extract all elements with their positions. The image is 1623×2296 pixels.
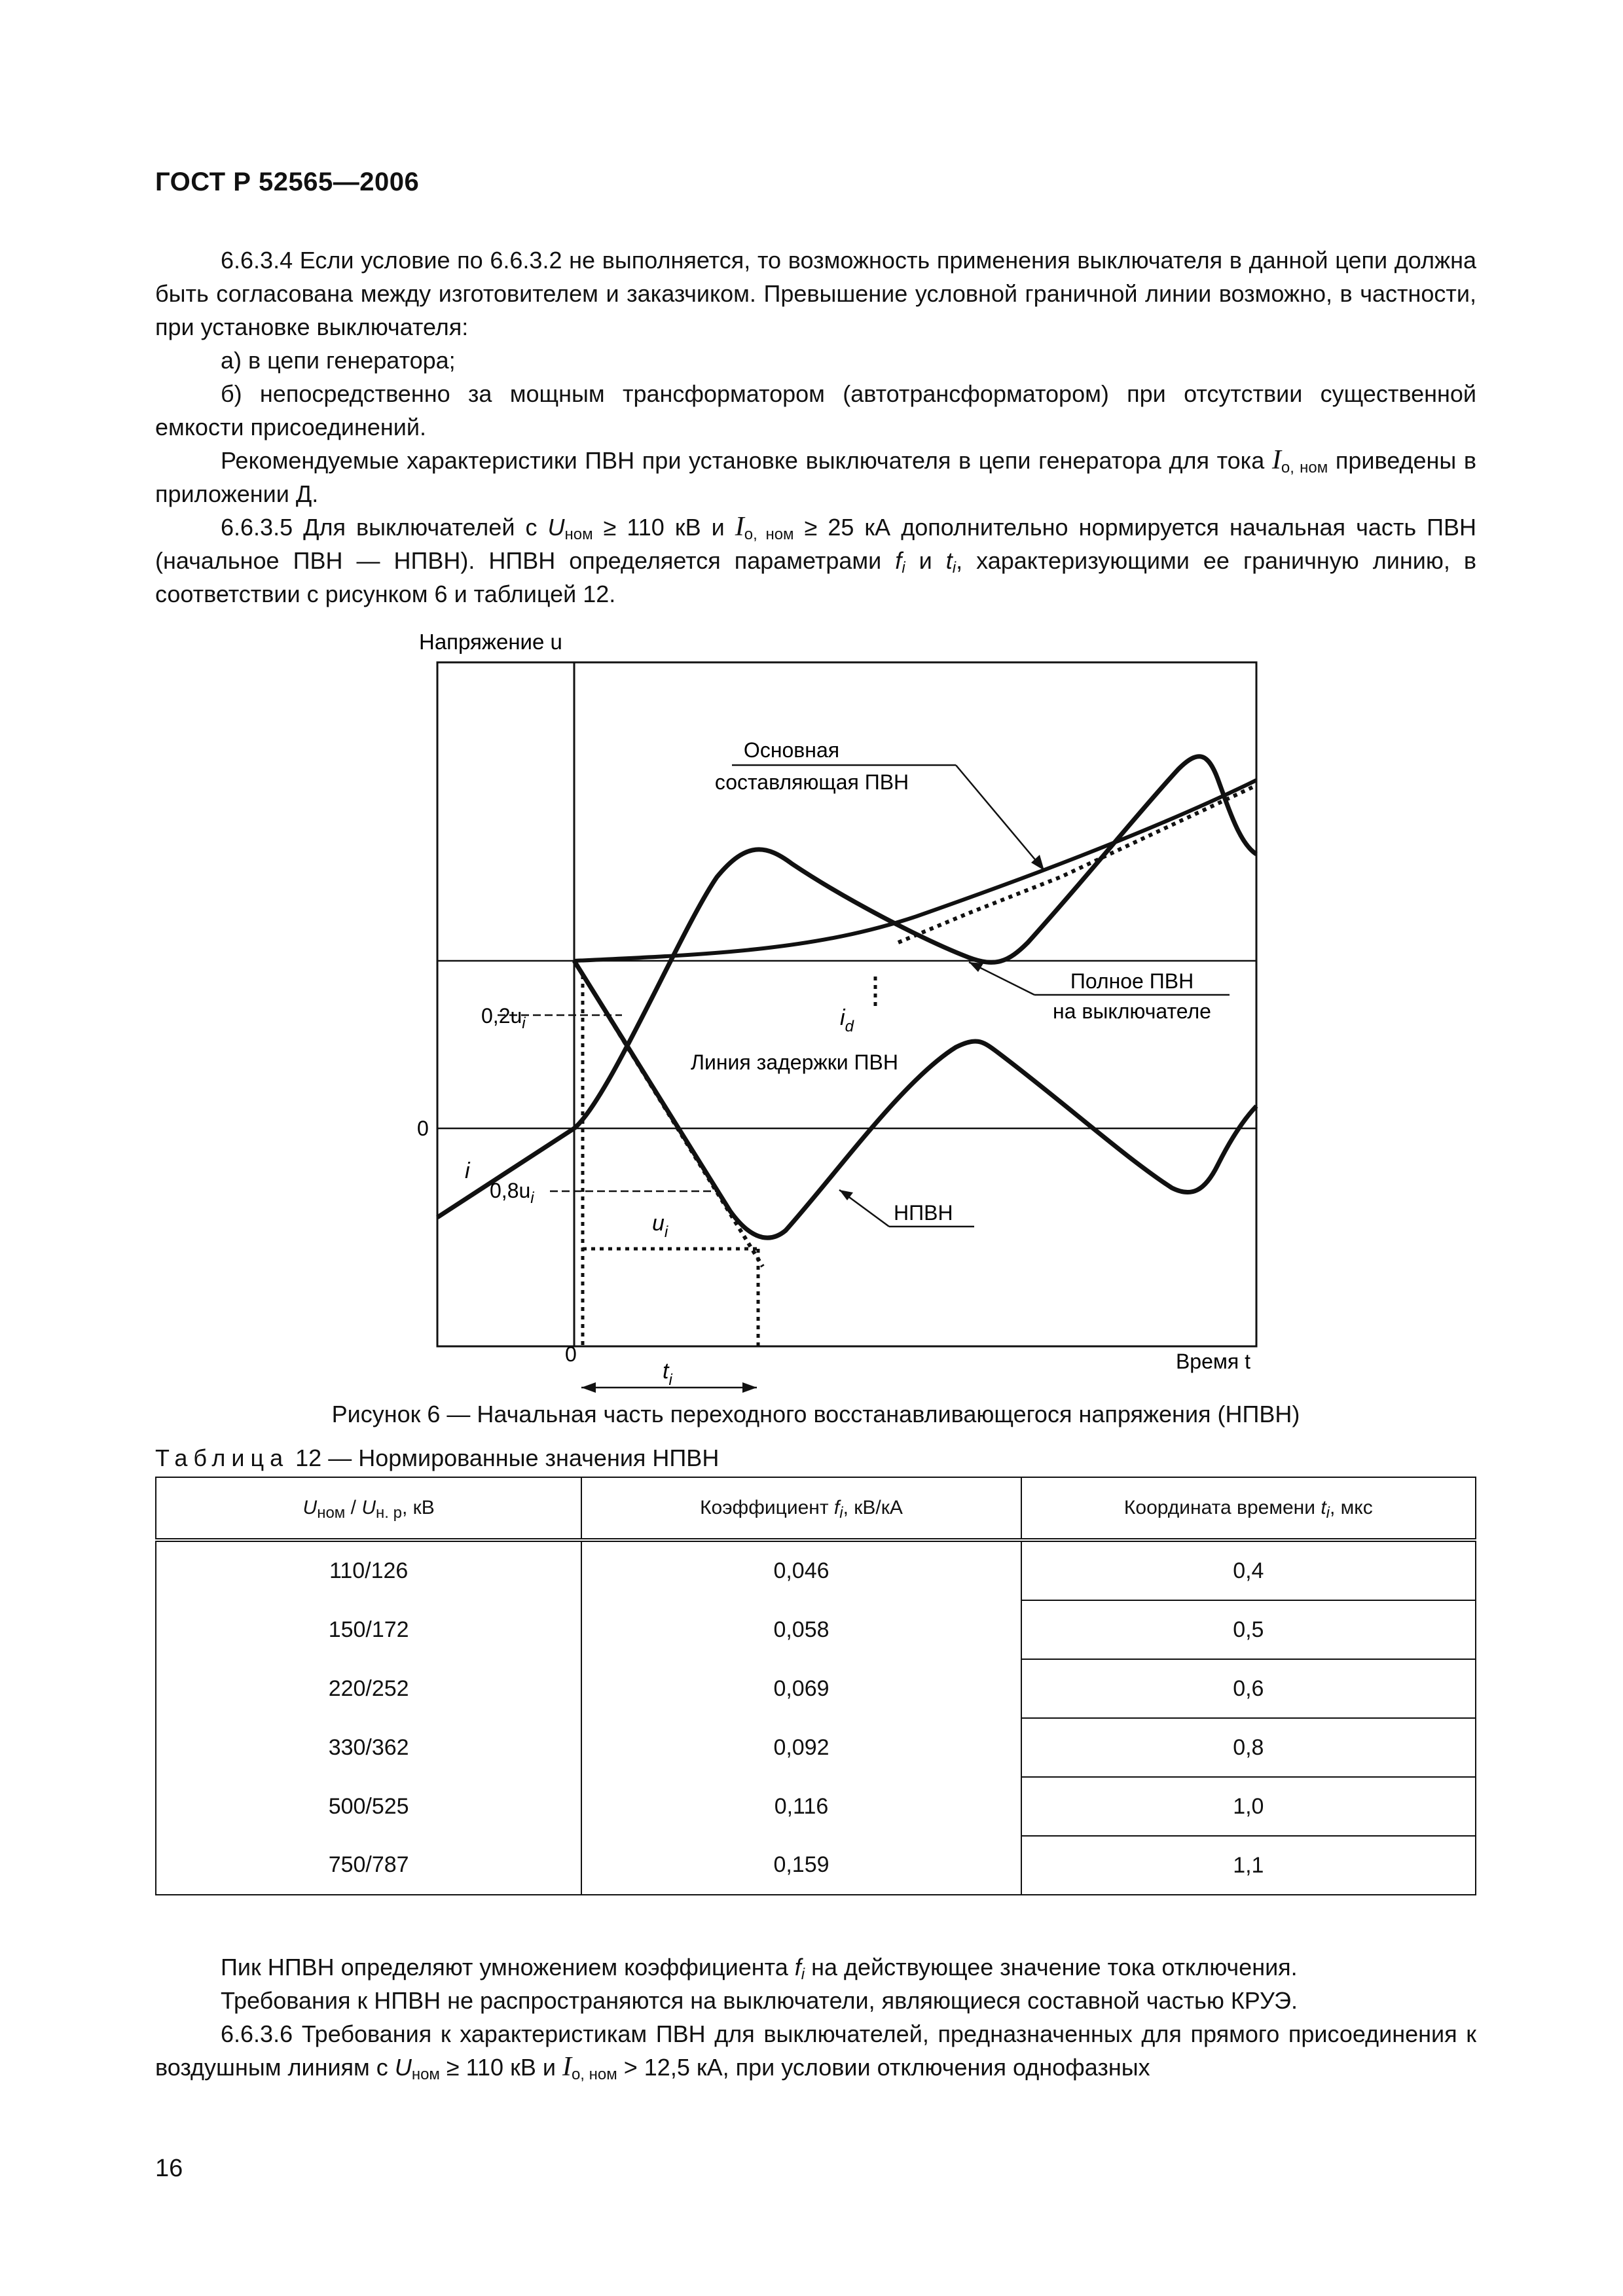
cell-time: 0,6	[1021, 1659, 1476, 1718]
table-caption: Таблица 12 — Нормированные значения НПВН	[155, 1444, 720, 1471]
table-12	[155, 1477, 1476, 1895]
label-zero-x: 0	[565, 1342, 577, 1366]
header-coefficient: Коэффициент $f_i$, кВ/кА	[581, 1477, 1021, 1540]
paragraph-recommended: Рекомендуемые характеристики ПВН при установке выключателя в цепи генератора для тока $I_{о, ном}$ приведены в приложении Д.	[155, 445, 1476, 507]
table-row	[156, 1659, 1476, 1718]
cell-voltage: 750/787	[156, 1836, 581, 1895]
header-voltage: $U_{ном} / U_{н. р}$, кВ	[156, 1477, 581, 1540]
label-delay-line: Линия задержки ПВН	[691, 1050, 898, 1074]
table-row	[156, 1777, 1476, 1836]
label-npvn: НПВН	[894, 1201, 953, 1225]
table-row	[156, 1600, 1476, 1659]
paragraph-6-6-3-5: 6.6.3.5 Для выключателей с $U_{ном} \ge 110$ кВ и $I_{о, ном} \ge 25$ кА дополнительно нормируется начальная часть ПВН (начальное ПВН — НПВН). НПВН определяется параметрами $f_i$ и $t_i$, характеризующими ее граничную линию, в соответствии с рисунком 6 и таблицей 12.	[155, 512, 1476, 607]
header-time: Координата времени $t_i$, мкс	[1021, 1477, 1476, 1540]
cell-time: 1,0	[1021, 1777, 1476, 1836]
label-full-line1: Полное ПВН	[1070, 969, 1194, 993]
paragraph-kru: Требования к НПВН не распространяются на выключатели, являющиеся составной частью КРУЭ.	[221, 1987, 1298, 2014]
page-number: 16	[155, 2155, 183, 2182]
label-id: $i_d$	[840, 1005, 854, 1035]
cell-coefficient: 0,058	[581, 1600, 1021, 1659]
cell-coefficient: 0,092	[581, 1718, 1021, 1777]
label-main-line1: Основная	[743, 738, 840, 762]
x-axis-label: Время t	[1175, 1350, 1250, 1373]
figure-caption: Рисунок 6 — Начальная часть переходного восстанавливающегося напряжения (НПВН)	[331, 1401, 1300, 1427]
cell-voltage: 330/362	[156, 1718, 581, 1777]
cell-voltage: 220/252	[156, 1659, 581, 1718]
list-item-b: б) непосредственно за мощным трансформатором (автотрансформатором) при отсутствии существенной емкости присоединений.	[155, 380, 1476, 440]
ti-arrow-right	[742, 1382, 757, 1393]
cell-coefficient: 0,046	[581, 1540, 1021, 1600]
table-row	[156, 1540, 1476, 1600]
cell-coefficient: 0,116	[581, 1777, 1021, 1836]
paragraph-peak: Пик НПВН определяют умножением коэффициента $f_i$ на действующее значение тока отключения.	[221, 1954, 1298, 1983]
arrow-full	[969, 962, 983, 972]
current-line	[437, 1128, 574, 1217]
cell-voltage: 110/126	[156, 1540, 581, 1600]
cell-coefficient: 0,069	[581, 1659, 1021, 1718]
label-current-i: i	[465, 1158, 470, 1183]
table-row	[156, 1718, 1476, 1777]
cell-time: 0,8	[1021, 1718, 1476, 1777]
label-ui: $u_i$	[652, 1211, 668, 1241]
itrv-boundary-dotted	[574, 961, 763, 1266]
list-item-a: а) в цепи генератора;	[221, 347, 456, 374]
cell-voltage: 500/525	[156, 1777, 581, 1836]
cell-voltage: 150/172	[156, 1600, 581, 1659]
label-02ui: $0,2u_i$	[481, 1004, 526, 1032]
label-main-line2: составляющая ПВН	[714, 770, 909, 794]
label-full-line2: на выключателе	[1053, 999, 1211, 1023]
label-08ui: $0,8u_i$	[490, 1179, 534, 1207]
cell-time: 1,1	[1021, 1836, 1476, 1895]
table-header-row	[156, 1477, 1476, 1540]
document-header: ГОСТ Р 52565—2006	[155, 168, 420, 196]
ti-arrow-left	[581, 1382, 596, 1393]
cell-time: 0,5	[1021, 1600, 1476, 1659]
leader-main	[956, 765, 1044, 870]
label-zero-y: 0	[417, 1117, 429, 1140]
paragraph-6-6-3-6: 6.6.3.6 Требования к характеристикам ПВН для выключателей, предназначенных для прямого присоединения к воздушным линиям с $U_{ном} \ge 110$ кВ и $I_{о, ном} > 12,5$ кА, при условии отключения однофазных	[155, 2020, 1476, 2083]
full-trv-curve	[574, 757, 1256, 1128]
cell-time: 0,4	[1021, 1540, 1476, 1600]
paragraph-block-after	[155, 1950, 1476, 2084]
paragraph-6-6-3-4: 6.6.3.4 Если условие по 6.6.3.2 не выполняется, то возможность применения выключателя в данной цепи должна быть согласована между изготовителем и заказчиком. Превышение условной граничной линии возможно, в частности, при установке выключателя:	[155, 247, 1476, 340]
cell-coefficient: 0,159	[581, 1836, 1021, 1895]
table-row	[156, 1836, 1476, 1895]
delay-line-dotted	[898, 785, 1256, 942]
label-ti: $t_i$	[663, 1359, 672, 1389]
y-axis-label: Напряжение u	[419, 630, 562, 654]
